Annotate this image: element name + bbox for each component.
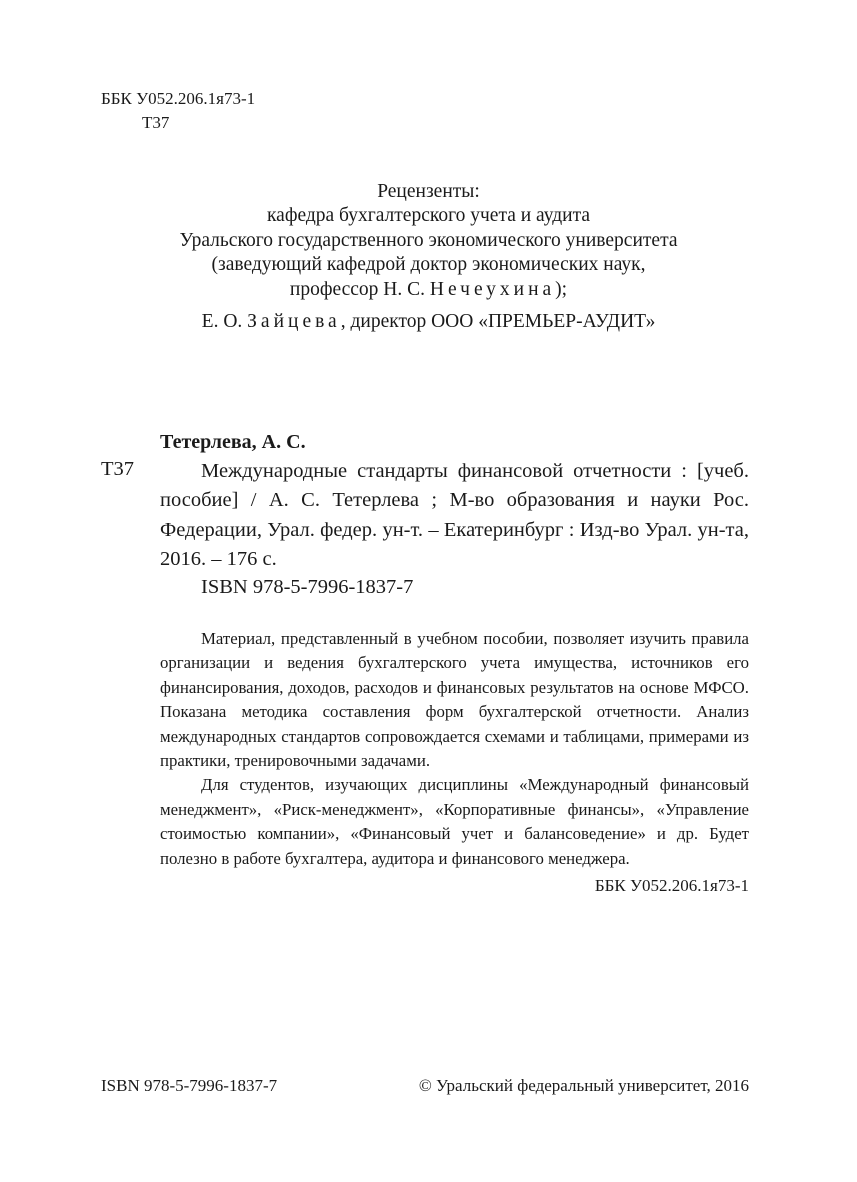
annotation-paragraph: Материал, представленный в учебном пособии, позволяет изучить правила организации и ведения бухгалтерского учета имущества, источников его финансирования, доходов, расходов и финансовых результатов на основе МФСО. Показана методика составления форм бухгалтерской отчетности. Анализ международных стандартов сопровождается схемами и таблицами, примерами из практики, тренировочными задачами. bbox=[160, 629, 749, 771]
bbk-index: ББК У052.206.1я73-1 bbox=[101, 89, 256, 108]
reviewers-line: (заведующий кафедрой доктор экономических наук, bbox=[211, 254, 646, 276]
reviewers-line: профессор Н. С. Нечеухина); bbox=[289, 278, 568, 300]
reviewer-surname: Нечеухина bbox=[429, 278, 556, 300]
author-code: Т37 bbox=[142, 113, 170, 132]
footer-isbn: ISBN 978-5-7996-1837-7 bbox=[101, 1076, 278, 1095]
bbk-footer: ББК У052.206.1я73-1 bbox=[594, 876, 749, 895]
book-author: Тетерлева, А. С. bbox=[160, 431, 306, 453]
reviewers-line: Е. О. Зайцева, директор ООО «ПРЕМЬЕР-АУДИТ» bbox=[201, 311, 656, 333]
reviewers-title: Рецензенты: bbox=[377, 181, 480, 202]
reviewers-line: кафедра бухгалтерского учета и аудита bbox=[266, 205, 591, 227]
annotation bbox=[160, 627, 749, 871]
copyright: © Уральский федеральный университет, 2016 bbox=[418, 1076, 749, 1095]
bbk-header bbox=[101, 87, 255, 135]
book-description: Международные стандарты финансовой отчетности : [учеб. пособие] / А. С. Тетерлева ; М-во образования и науки Рос. Федерации, Урал. федер. ун-т. – Екатеринбург : Изд-во Урал. ун-та, 2016. – 176 с. bbox=[160, 460, 749, 570]
reviewers-block bbox=[0, 180, 857, 334]
book-isbn: ISBN 978-5-7996-1837-7 bbox=[201, 576, 414, 598]
book-code: Т37 bbox=[101, 458, 135, 480]
reviewer-surname: Зайцева bbox=[247, 311, 341, 333]
annotation-paragraph: Для студентов, изучающих дисциплины «Международный финансовый менеджмент», «Риск-менеджмент», «Корпоративные финансы», «Управление стоимостью компании», «Финансовый учет и балансоведение» и др. Будет полезно в работе бухгалтера, аудитора и финансового менеджера. bbox=[160, 775, 749, 868]
reviewers-line: Уральского государственного экономического университета bbox=[179, 229, 678, 251]
